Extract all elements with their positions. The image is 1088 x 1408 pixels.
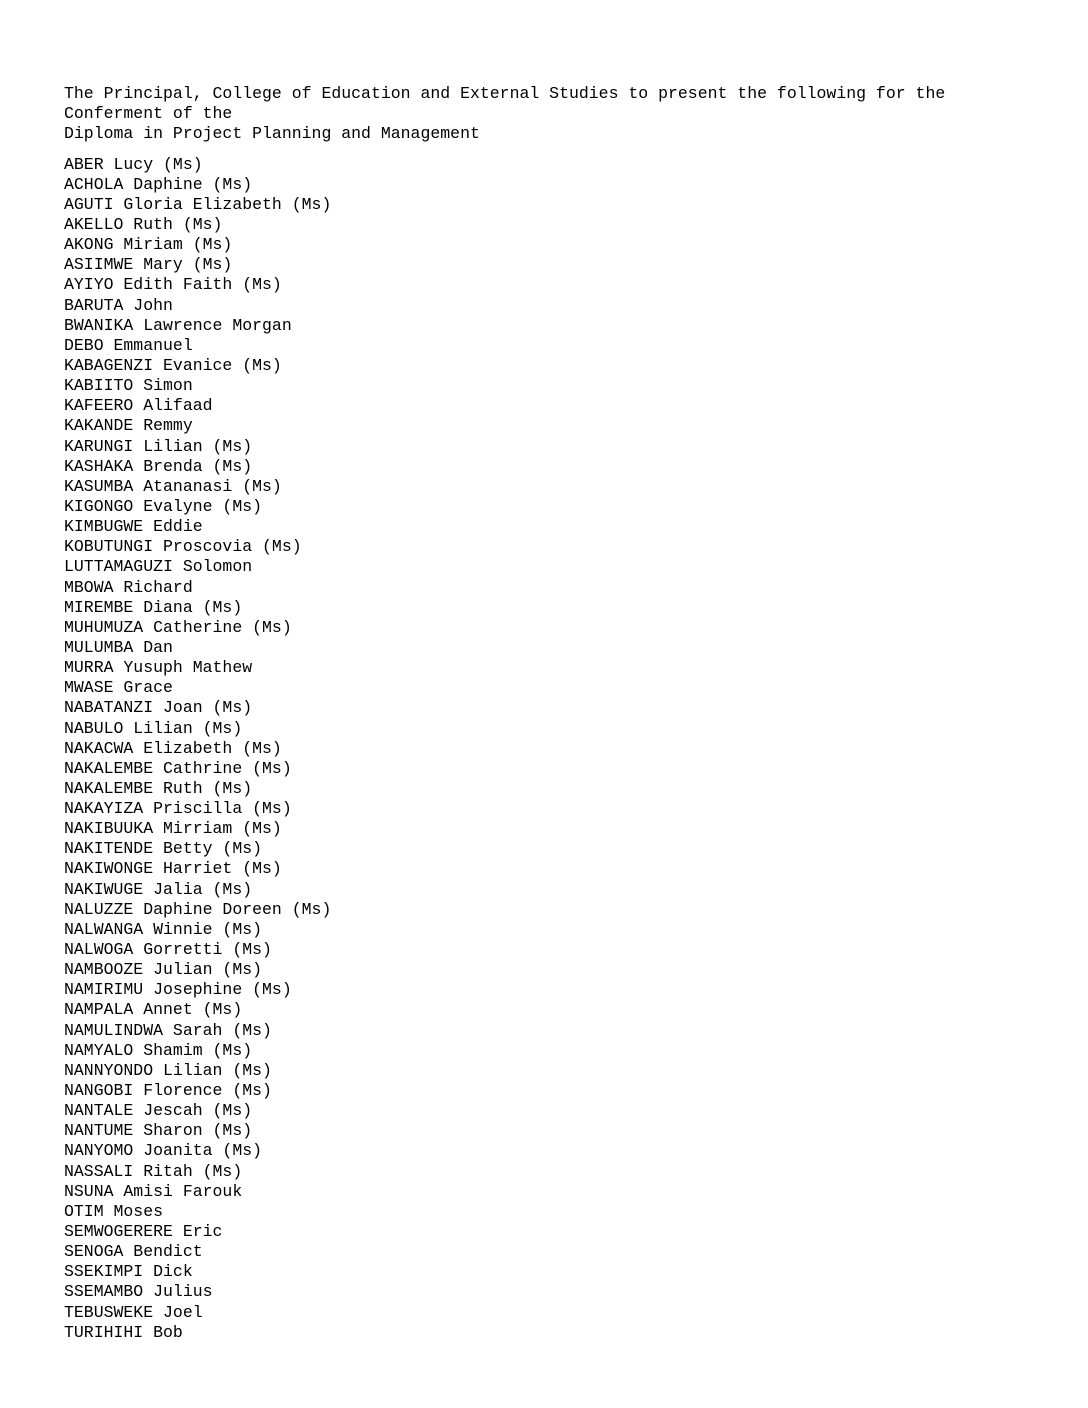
heading-spacer xyxy=(64,145,1054,155)
graduand-name: NANYOMO Joanita (Ms) xyxy=(64,1141,263,1161)
graduand-name: NAKIBUUKA Mirriam (Ms) xyxy=(64,819,282,839)
graduand-name: NAKALEMBE Ruth (Ms) xyxy=(64,778,253,798)
graduand-name: NALWANGA Winnie (Ms) xyxy=(64,919,263,939)
graduand-name: ABER Lucy (Ms) xyxy=(64,154,203,174)
heading-line-presenter: The Principal, College of Education and External Studies to present the following for the xyxy=(64,84,946,103)
graduand-name: BWANIKA Lawrence Morgan xyxy=(64,315,292,335)
graduand-name: NAKAYIZA Priscilla (Ms) xyxy=(64,799,292,819)
graduand-name: KIMBUGWE Eddie xyxy=(64,517,203,537)
graduand-name: AKELLO Ruth (Ms) xyxy=(64,214,223,234)
graduand-name: NABATANZI Joan (Ms) xyxy=(64,698,253,718)
graduand-name: NAMULINDWA Sarah (Ms) xyxy=(64,1020,272,1040)
graduand-name: AGUTI Gloria Elizabeth (Ms) xyxy=(64,194,332,214)
graduand-name: NAMBOOZE Julian (Ms) xyxy=(64,960,263,980)
graduand-name: NABULO Lilian (Ms) xyxy=(64,718,243,738)
graduand-name: NALWOGA Gorretti (Ms) xyxy=(64,940,272,960)
graduand-name: AKONG Miriam (Ms) xyxy=(64,235,233,255)
graduand-name: MULUMBA Dan xyxy=(64,637,173,657)
graduand-name: MBOWA Richard xyxy=(64,577,193,597)
graduand-name: OTIM Moses xyxy=(64,1201,164,1221)
graduand-name: NALUZZE Daphine Doreen (Ms) xyxy=(64,899,332,919)
graduand-name: MURRA Yusuph Mathew xyxy=(64,658,253,678)
graduand-name: NANNYONDO Lilian (Ms) xyxy=(64,1060,272,1080)
graduand-name: DEBO Emmanuel xyxy=(64,335,193,355)
graduand-name: KARUNGI Lilian (Ms) xyxy=(64,436,253,456)
graduand-name: NAKIWONGE Harriet (Ms) xyxy=(64,859,282,879)
graduand-name: MUHUMUZA Catherine (Ms) xyxy=(64,617,292,637)
graduand-name: KOBUTUNGI Proscovia (Ms) xyxy=(64,537,302,557)
graduand-name: TURIHIHI Bob xyxy=(64,1322,183,1342)
graduand-name: NANTALE Jescah (Ms) xyxy=(64,1101,253,1121)
graduand-name: SSEKIMPI Dick xyxy=(64,1262,193,1282)
graduand-name: TEBUSWEKE Joel xyxy=(64,1302,203,1322)
graduand-name: NAMPALA Annet (Ms) xyxy=(64,1000,243,1020)
heading-line-diploma-title: Diploma in Project Planning and Management xyxy=(64,124,480,144)
graduand-name: NAKIWUGE Jalia (Ms) xyxy=(64,879,253,899)
graduand-name: SEMWOGERERE Eric xyxy=(64,1222,223,1242)
graduand-name: NAKITENDE Betty (Ms) xyxy=(64,839,263,859)
graduand-name: BARUTA John xyxy=(64,295,173,315)
heading-line-conferment: Conferment of the xyxy=(64,104,233,124)
graduand-name-list xyxy=(64,155,1054,1343)
graduand-name: KIGONGO Evalyne (Ms) xyxy=(64,496,263,516)
graduand-name: NAMIRIMU Josephine (Ms) xyxy=(64,980,292,1000)
document-page xyxy=(64,84,1054,1343)
graduand-name: NAMYALO Shamim (Ms) xyxy=(64,1040,253,1060)
graduand-name: SENOGA Bendict xyxy=(64,1242,203,1262)
graduand-name: KAKANDE Remmy xyxy=(64,416,193,436)
document-heading xyxy=(64,84,1054,145)
graduand-name: SSEMAMBO Julius xyxy=(64,1282,213,1302)
graduand-name: KAFEERO Alifaad xyxy=(64,396,213,416)
graduand-name: AYIYO Edith Faith (Ms) xyxy=(64,275,282,295)
graduand-name: NAKACWA Elizabeth (Ms) xyxy=(64,738,282,758)
graduand-name: MWASE Grace xyxy=(64,678,173,698)
graduand-name: MIREMBE Diana (Ms) xyxy=(64,597,243,617)
graduand-name: NAKALEMBE Cathrine (Ms) xyxy=(64,758,292,778)
graduand-name: NANGOBI Florence (Ms) xyxy=(64,1081,272,1101)
graduand-name: KASUMBA Atananasi (Ms) xyxy=(64,476,282,496)
graduand-name: NANTUME Sharon (Ms) xyxy=(64,1121,253,1141)
graduand-name: NASSALI Ritah (Ms) xyxy=(64,1161,243,1181)
graduand-name: KABAGENZI Evanice (Ms) xyxy=(64,355,282,375)
graduand-name: ASIIMWE Mary (Ms) xyxy=(64,255,233,275)
graduand-name: NSUNA Amisi Farouk xyxy=(64,1181,243,1201)
graduand-name: LUTTAMAGUZI Solomon xyxy=(64,557,253,577)
graduand-name: ACHOLA Daphine (Ms) xyxy=(64,174,253,194)
graduand-name: KASHAKA Brenda (Ms) xyxy=(64,456,253,476)
graduand-name: KABIITO Simon xyxy=(64,376,193,396)
